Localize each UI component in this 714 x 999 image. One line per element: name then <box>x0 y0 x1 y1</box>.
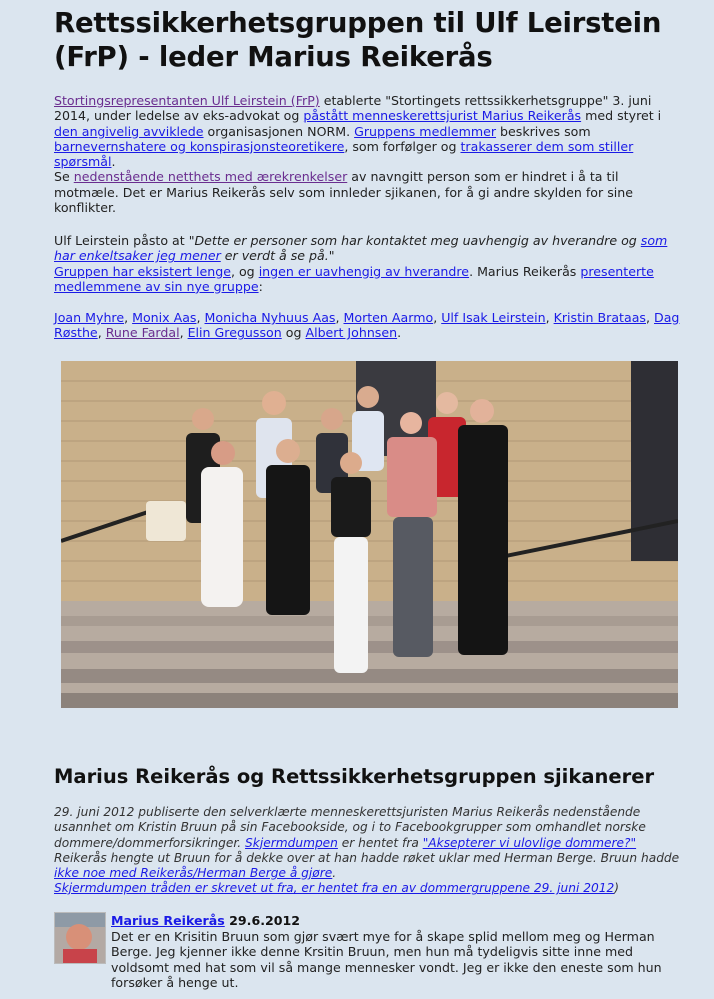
link-barnevernshatere[interactable]: barnevernshatere og konspirasjonsteoretikere <box>54 138 345 154</box>
page-title: Rettssikkerhetsgruppen til Ulf Leirstein (FrP) - leder Marius Reikerås <box>54 7 662 73</box>
intro-text-5: ) <box>614 881 620 896</box>
separator: , <box>124 310 133 325</box>
link-ingen-uavhengig[interactable]: ingen er uavhengig av hverandre <box>258 263 470 279</box>
separator: , <box>196 310 205 325</box>
members-list <box>54 310 684 341</box>
link-presenterte[interactable]: presenterte medlemmene av sin nye gruppe <box>54 263 654 294</box>
sjikane-intro <box>54 805 684 897</box>
post-text: Det er en Krisitin Bruun som gjør svært mye for å skape splid mellom meg og Herman Berge. Jeg kjenner ikke denne Krsitin Bruun, men hun må tydeligvis sitte inne med voldsomt med hat som vil så mange mennesker vondt. Jeg er ikke den eneste som hun forsøker å henge ut. <box>111 928 662 991</box>
separator: , <box>97 325 106 341</box>
post-body <box>111 913 694 991</box>
link-aksepterer[interactable]: "Aksepterer vi ulovlige dommere?" <box>422 835 637 850</box>
para2-quote-1: "Dette er personer som har kontaktet meg uavhengig av hverandre og <box>188 233 641 248</box>
separator: , <box>335 310 344 325</box>
leirstein-paragraph <box>54 233 684 294</box>
member-link[interactable]: Rune Fardal <box>105 325 180 341</box>
member-link[interactable]: Kristin Brataas <box>553 310 646 325</box>
para1-text-4: beskrives som <box>496 123 591 139</box>
separator: , <box>646 310 655 325</box>
link-trakasserer[interactable]: trakasserer dem som stiller spørsmål <box>54 138 634 170</box>
para1-text-6: . <box>111 154 116 170</box>
separator: . <box>397 325 402 341</box>
link-angivelig-avviklede[interactable]: den angivelig avviklede <box>54 123 204 139</box>
avatar <box>54 912 106 964</box>
link-eksistert-lenge[interactable]: Gruppen har eksistert lenge <box>54 263 231 279</box>
intro-text-3: Reikerås hengte ut Bruun for å dekke over at han hadde røket uklar med Herman Berge. Bruun hadde <box>54 850 680 865</box>
member-link[interactable]: Dag Røsthe <box>54 310 680 341</box>
member-link[interactable]: Elin Gregusson <box>187 325 282 341</box>
intro-text-4: . <box>332 866 337 881</box>
member-link[interactable]: Morten Aarmo <box>343 310 434 325</box>
intro-paragraph <box>54 93 684 215</box>
para2-text-4: : <box>258 278 263 294</box>
link-gruppens-medlemmer[interactable]: Gruppens medlemmer <box>354 123 497 139</box>
para1-text-5: , som forfølger og <box>344 138 461 154</box>
separator: , <box>433 310 442 325</box>
member-link[interactable]: Albert Johnsen <box>305 325 398 341</box>
link-netthets[interactable]: nedenstående netthets med ærekrenkelser <box>73 169 348 185</box>
intro-text-2: er hentet fra <box>337 835 423 850</box>
para1-text-2: med styret i <box>581 108 662 124</box>
para1-text-8: av navngitt person som er hindret i å ta til motmæle. Det er Marius Reikerås selv som innleder sjikanen, for å gi andre skylden for sine konflikter. <box>54 169 633 216</box>
group-photo <box>61 361 678 708</box>
link-ikke-noe[interactable]: ikke noe med Reikerås/Herman Berge å gjøre <box>54 866 333 881</box>
post-date: 29.6.2012 <box>224 913 301 928</box>
member-link[interactable]: Ulf Isak Leirstein <box>441 310 546 325</box>
post-author-link[interactable]: Marius Reikerås <box>111 913 225 928</box>
link-pastatt-jurist[interactable]: påstått menneskerettsjurist Marius Reikerås <box>303 108 582 124</box>
member-link[interactable]: Joan Myhre <box>54 310 125 325</box>
para1-text-3: organisasjonen NORM. <box>203 123 355 139</box>
link-stortingsrepresentanten[interactable]: Stortingsrepresentanten Ulf Leirstein (FrP) <box>54 93 320 108</box>
link-skjermdumpen[interactable]: Skjermdumpen <box>245 835 338 850</box>
separator: , <box>179 325 188 341</box>
para1-text-7: Se <box>54 169 74 185</box>
para2-text-2: , og <box>230 263 259 279</box>
para2-text-1: Ulf Leirstein påsto at <box>54 233 189 248</box>
member-link[interactable]: Monicha Nyhuus Aas <box>204 310 336 325</box>
para2-quote-2: er verdt å se på." <box>220 248 335 264</box>
section-heading: Marius Reikerås og Rettssikkerhetsgruppen sjikanerer <box>54 765 655 788</box>
para2-text-3: . Marius Reikerås <box>469 263 581 279</box>
separator: , <box>545 310 554 325</box>
link-enkeltsaker[interactable]: som har enkeltsaker jeg mener <box>54 233 668 264</box>
member-link[interactable]: Monix Aas <box>132 310 197 325</box>
separator: og <box>281 325 306 341</box>
para1-text-1: etablerte "Stortingets rettssikkerhetsgruppe" 3. juni 2014, under ledelse av eks-advokat og <box>54 93 652 124</box>
link-skjermdump-traaden[interactable]: Skjermdumpen tråden er skrevet ut fra, er hentet fra en av dommergruppene 29. juni 2012 <box>54 881 615 896</box>
intro-text-1: 29. juni 2012 publiserte den selverklærte menneskerettsjuristen Marius Reikerås nedenstående usannhet om Kristin Bruun på sin Facebookside, og i to Facebookgrupper som omhandlet norske dommere/dommerforsikringer. <box>54 805 646 850</box>
